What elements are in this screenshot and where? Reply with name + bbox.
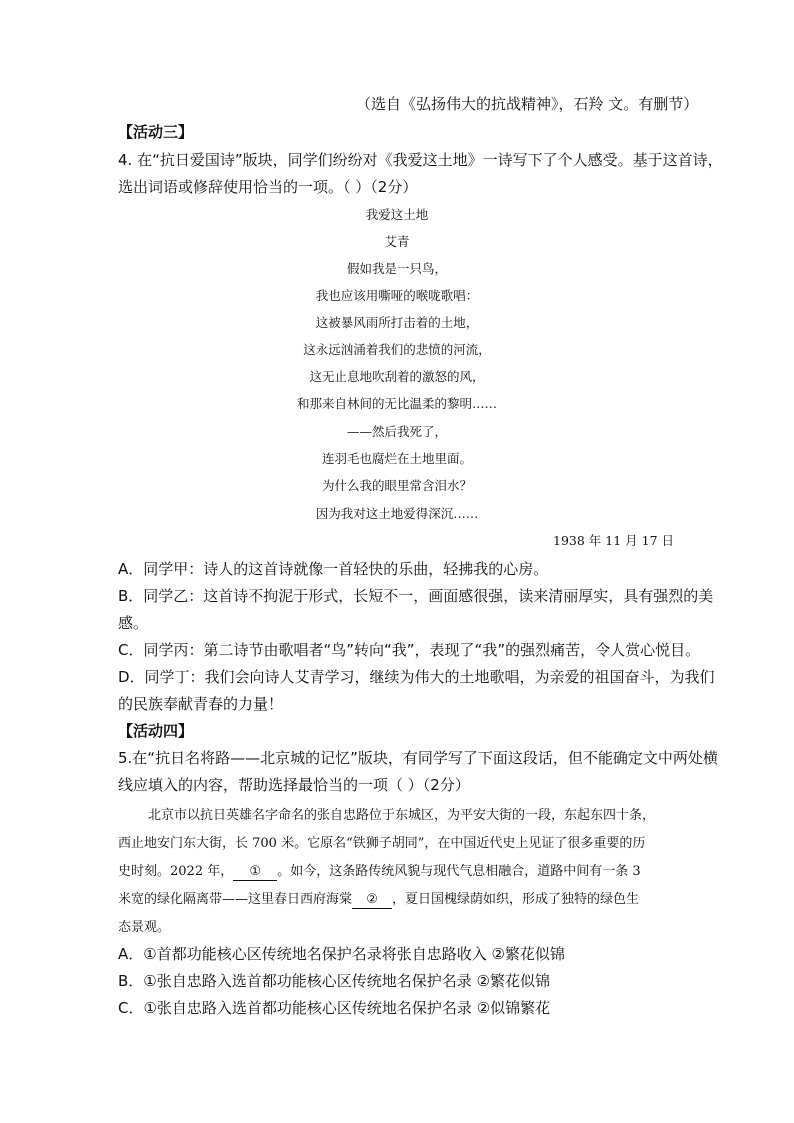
poem-line: 和那来自林间的无比温柔的黎明…… (296, 396, 497, 411)
poem-line: 这无止息地吹刮着的激怒的风， (309, 369, 485, 384)
passage-line: 北京市以抗日英雄名字命名的张自忠路位于东城区，为平安大街的一段，东起东四十条， (148, 808, 656, 823)
q4-option-b-cont: 感。 (118, 614, 149, 632)
source-citation: （选自《弘扬伟大的抗战精神》，石羚 文。有删节） (356, 95, 699, 113)
poem-date: 1938 年 11 月 17 日 (553, 533, 674, 548)
q5-option-b: B．①张自忠路入选首都功能核心区传统地名保护名录 ②繁花似锦 (118, 972, 550, 990)
poem-line: 我也应该用嘶哑的喉咙歌唱： (315, 288, 479, 303)
poem-line: ——然后我死了， (346, 424, 447, 439)
passage-text: 。如今，这条路传统风貌与现代气息相融合，道路中间有一条 3 (277, 864, 641, 879)
q4-option-a: A．同学甲：诗人的这首诗就像一首轻快的乐曲，轻拂我的心房。 (118, 560, 549, 578)
q4-option-b: B．同学乙：这首诗不拘泥于形式，长短不一，画面感很强，读来清丽厚实，具有强烈的美 (118, 587, 714, 605)
passage-line: 西止地安门东大街，长 700 米。它原名“铁狮子胡同”，在中国近代史上见证了很多重要的历 (118, 836, 646, 851)
q4-option-d-cont: 的民族奉献青春的力量！ (118, 695, 284, 713)
passage-text: 米宽的绿化隔离带——这里春日西府海棠 (118, 892, 353, 907)
passage-text: 史时刻。2022 年， (118, 864, 234, 879)
q4-option-d: D．同学丁：我们会向诗人艾青学习，继续为伟大的土地歌唱，为亲爱的祖国奋斗，为我们 (118, 668, 715, 686)
blank-1: ① (233, 864, 277, 881)
activity-4-heading: 【活动四】 (118, 722, 194, 740)
q5-option-a: A．①首都功能核心区传统地名保护名录将张自忠路收入 ②繁花似锦 (118, 945, 565, 963)
poem-line: 这被暴风雨所打击着的土地， (315, 315, 479, 330)
passage-line: 态景观。 (118, 920, 171, 935)
blank-2: ② (352, 892, 392, 909)
poem-line: 因为我对这土地爱得深沉…… (315, 506, 479, 521)
poem-line: 为什么我的眼里常含泪水？ (321, 478, 472, 493)
passage-line (118, 858, 641, 886)
question-5-line-1: 5.在“抗日名将路——北京城的记忆”版块，有同学写了下面这段话，但不能确定文中两处横 (118, 749, 718, 767)
q4-option-c: C．同学丙：第二诗节由歌唱者“鸟”转向“我”，表现了“我”的强烈痛苦，令人赏心悦目。 (118, 641, 701, 659)
passage-text: ，夏日国槐绿荫如织，形成了独特的绿色生 (392, 892, 640, 907)
activity-3-heading: 【活动三】 (118, 123, 194, 141)
q5-option-c: C．①张自忠路入选首都功能核心区传统地名保护名录 ②似锦繁花 (118, 999, 551, 1017)
poem-line: 连羽毛也腐烂在土地里面。 (321, 451, 472, 466)
question-4-line-2: 选出词语或修辞使用恰当的一项。（ ）（2分） (118, 178, 418, 196)
poem-line: 这永远汹涌着我们的悲愤的河流， (303, 342, 491, 357)
poem-title: 我爱这土地 (365, 207, 429, 222)
question-5-line-2: 线应填入的内容，帮助选择最恰当的一项（ ）（2分） (118, 776, 470, 794)
question-4-line-1: 4. 在“抗日爱国诗”版块，同学们纷纷对《我爱这土地》一诗写下了个人感受。基于这首诗， (118, 151, 723, 169)
passage-line (118, 886, 639, 914)
poem-line: 假如我是一只鸟， (346, 261, 447, 276)
poem-author: 艾青 (384, 234, 410, 249)
